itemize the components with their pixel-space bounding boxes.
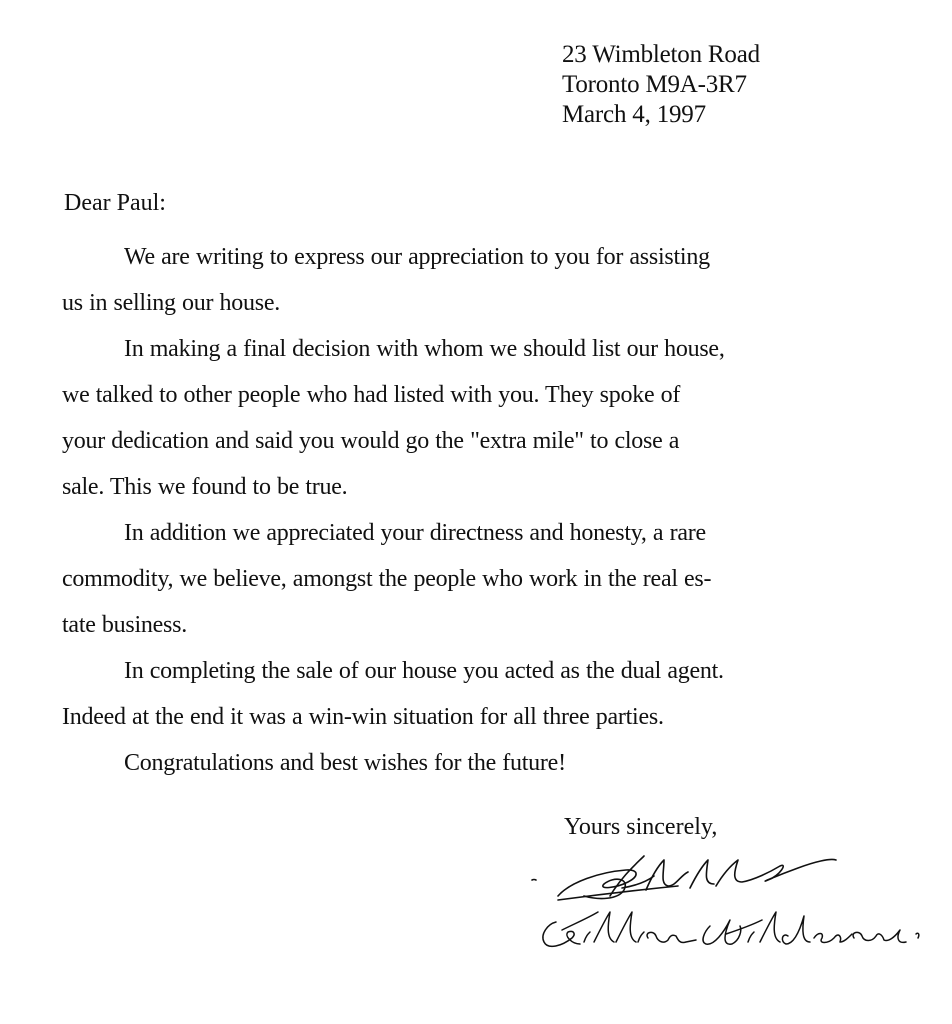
- paragraph-2-line-3: your dedication and said you would go the "extra mile" to close a: [62, 428, 680, 454]
- signature-1: [532, 856, 836, 900]
- letter-date: March 4, 1997: [562, 101, 706, 128]
- paragraph-2-line-2: we talked to other people who had listed with you. They spoke of: [62, 382, 681, 408]
- salutation: Dear Paul:: [64, 190, 166, 216]
- paragraph-2-line-4: sale. This we found to be true.: [62, 474, 348, 500]
- signature-2-gillian-hildebrand: [543, 912, 919, 946]
- paragraph-3-line-1: In addition we appreciated your directness and honesty, a rare: [124, 520, 706, 546]
- paragraph-2-line-1: In making a final decision with whom we should list our house,: [124, 336, 725, 362]
- signature-area: [518, 846, 948, 976]
- paragraph-5-line-1: Congratulations and best wishes for the future!: [124, 750, 566, 776]
- paragraph-3-line-3: tate business.: [62, 612, 187, 638]
- sender-city-postal: Toronto M9A-3R7: [562, 71, 747, 98]
- paragraph-4-line-1: In completing the sale of our house you acted as the dual agent.: [124, 658, 724, 684]
- letter-body: [62, 234, 852, 786]
- paragraph-1-line-2: us in selling our house.: [62, 290, 280, 316]
- sender-street: 23 Wimbleton Road: [562, 41, 760, 68]
- sender-address-block: [562, 40, 760, 130]
- closing: Yours sincerely,: [564, 814, 718, 840]
- paragraph-1-line-1: We are writing to express our appreciation to you for assisting: [124, 244, 710, 270]
- paragraph-3-line-2: commodity, we believe, amongst the people who work in the real es-: [62, 566, 712, 592]
- paragraph-4-line-2: Indeed at the end it was a win-win situation for all three parties.: [62, 704, 664, 730]
